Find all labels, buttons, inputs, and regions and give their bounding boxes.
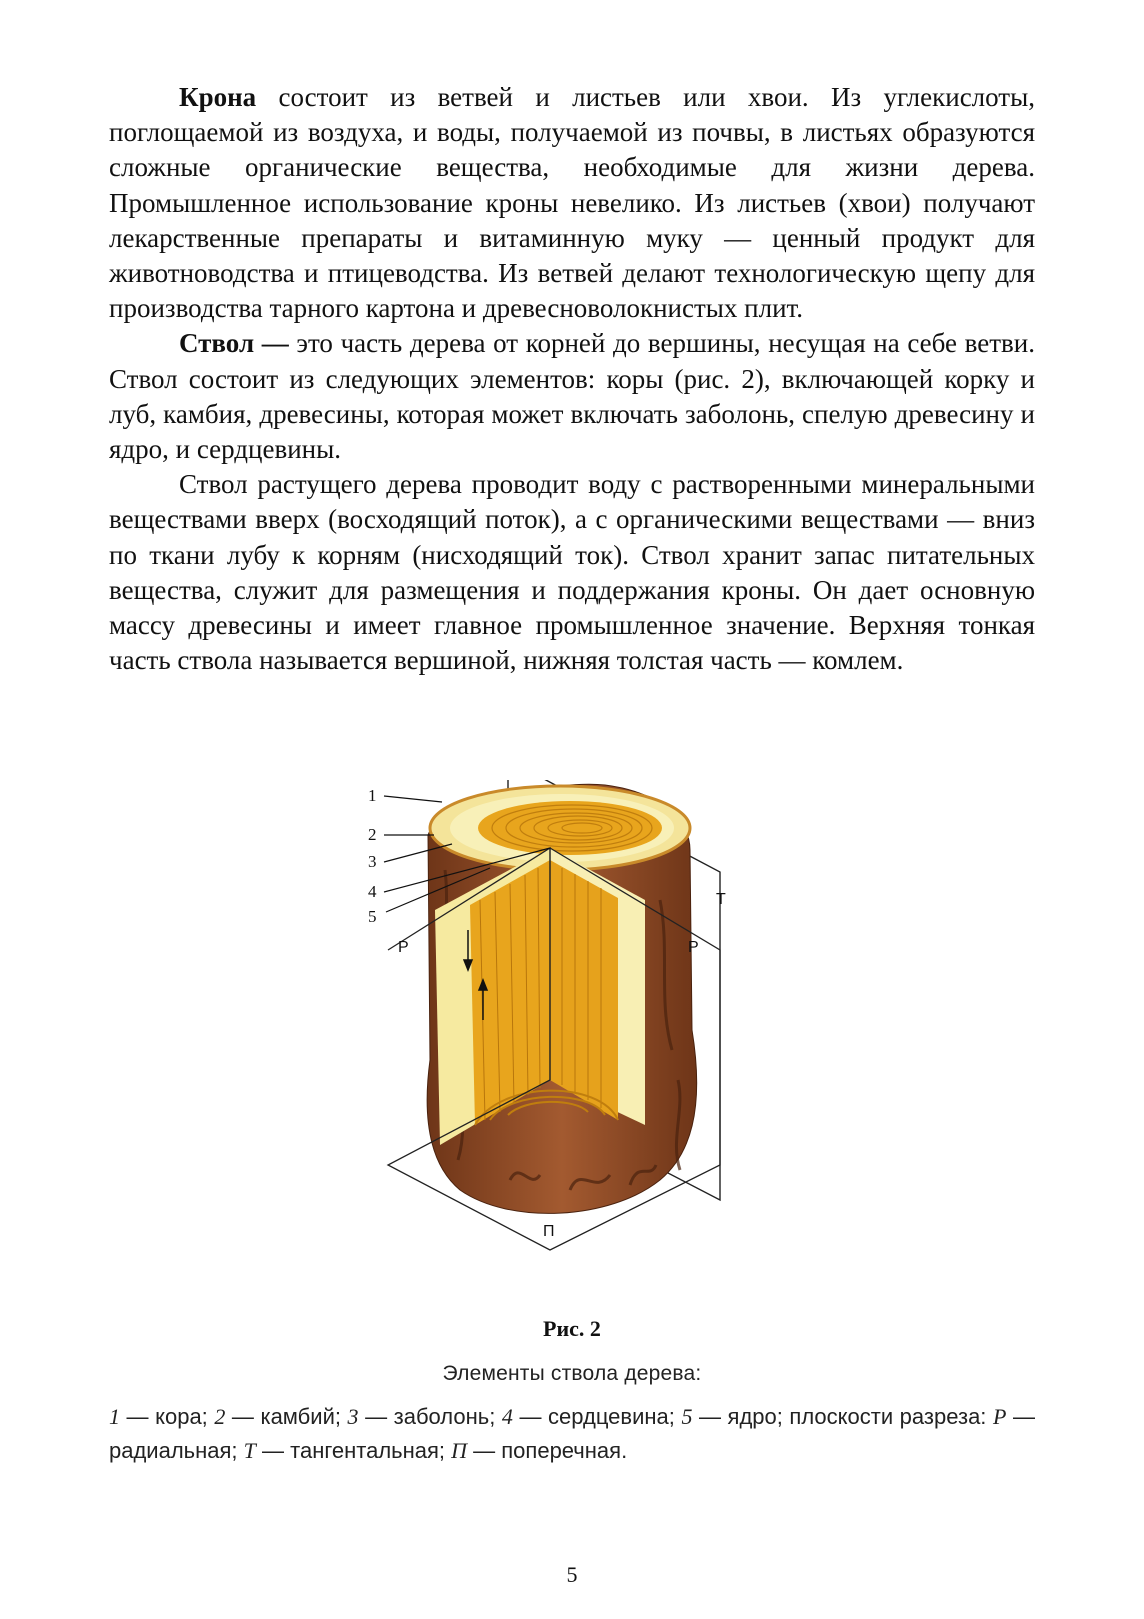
legend-key-2: 2 (214, 1404, 226, 1429)
label-plane-transverse: П (543, 1223, 555, 1240)
legend-key-3: 3 (347, 1404, 359, 1429)
figure-subtitle: Элементы ствола дерева: (442, 1362, 702, 1385)
tree-trunk-figure (360, 780, 780, 1290)
tree-trunk-illustration (360, 780, 780, 1290)
legend-text-4: — сердцевина; (512, 1404, 682, 1429)
legend-key-5: 5 (681, 1404, 693, 1429)
legend-text-1: — кора; (120, 1404, 215, 1429)
page-number: 5 (566, 1562, 578, 1587)
legend-text-radial: — радиальная; (109, 1404, 1035, 1463)
legend-key-4: 4 (501, 1404, 513, 1429)
label-5: 5 (368, 907, 377, 926)
paragraph-trunk (109, 326, 1035, 467)
label-plane-tangential: T (716, 891, 726, 908)
legend-text-transverse: — поперечная. (467, 1438, 628, 1463)
paragraph-crown (109, 80, 1035, 326)
term-trunk: Ствол — (179, 328, 289, 359)
legend-key-transverse: П (451, 1438, 468, 1463)
legend-text-2: — камбий; (225, 1404, 348, 1429)
legend-text-3: — заболонь; (358, 1404, 502, 1429)
label-plane-radial-right: P (688, 939, 699, 956)
body-text (109, 80, 1035, 678)
figure-title: Рис. 2 (543, 1316, 601, 1341)
figure-legend (109, 1400, 1035, 1468)
label-4: 4 (368, 882, 377, 901)
radial-cut-right-heart (550, 860, 618, 1120)
legend-key-tangential: Т (243, 1438, 256, 1463)
paragraph-trunk-function (109, 467, 1035, 678)
term-crown: Крона (179, 82, 257, 112)
legend-text-5: — ядро; плоскости разреза: (692, 1404, 993, 1429)
paragraph-crown-text: состоит из ветвей и листьев или хвои. Из углекислоты, поглощаемой из воздуха, и воды, получаемой из почвы, в листьях образуются сложные органические вещества, необходимые для жизни дерева. Промышленное использование кроны невелико. Из листьев (хвои) получают лекарственные препараты и витаминную муку — ценный продукт для животноводства и птицеводства. Из ветвей делают технологическую щепу для производства тарного картона и древесноволокнистых плит. (109, 82, 1035, 324)
label-3: 3 (368, 852, 377, 871)
paragraph-trunk-function-text: Ствол растущего дерева проводит воду с растворенными минеральными веществами вверх (восходящий поток), а с органическими веществами — вниз по ткани лубу к корням (нисходящий ток). Ствол хранит запас питательных вещества, служит для размещения и поддержания кроны. Он дает основную массу древесины и имеет главное промышленное значение. Верхняя тонкая часть ствола называется вершиной, нижняя толстая часть — комлем. (109, 469, 1035, 676)
paragraph-trunk-text: это часть дерева от корней до вершины, несущая на себе ветви. Ствол состоит из следующих элементов: коры (рис. 2), включающей корку и луб, камбия, древесины, которая может включать заболонь, спелую древесину и ядро, и сердцевины. (109, 328, 1035, 465)
legend-key-radial: Р (992, 1404, 1007, 1429)
legend-key-1: 1 (109, 1404, 120, 1429)
legend-text-tangential: — тангентальная; (255, 1438, 452, 1463)
label-1: 1 (368, 786, 377, 805)
label-plane-radial-left: P (398, 939, 409, 956)
label-2: 2 (368, 825, 377, 844)
